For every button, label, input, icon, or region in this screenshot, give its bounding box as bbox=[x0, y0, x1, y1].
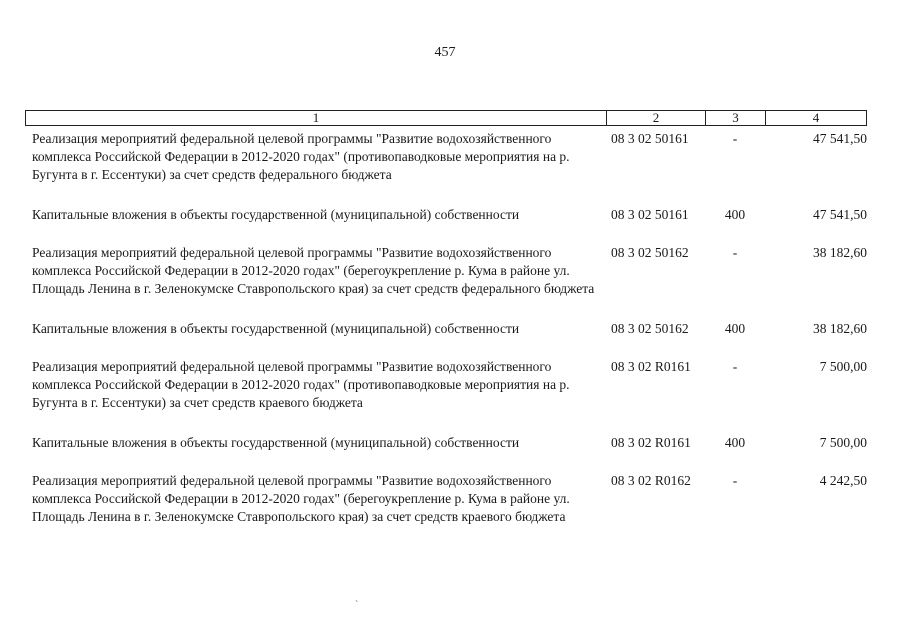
stray-mark: ` bbox=[355, 600, 359, 611]
row-description: Капитальные вложения в объекты государственной (муниципальной) собственности bbox=[32, 321, 520, 336]
row-type: - bbox=[732, 473, 738, 488]
row-amount: 7 500,00 bbox=[819, 359, 867, 374]
row-amount: 47 541,50 bbox=[813, 207, 867, 222]
column-header-table bbox=[25, 110, 867, 126]
row-code: 08 3 02 50162 bbox=[611, 245, 689, 260]
row-type: - bbox=[732, 245, 738, 260]
row-code: 08 3 02 R0162 bbox=[611, 473, 691, 488]
row-description: Капитальные вложения в объекты государственной (муниципальной) собственности bbox=[32, 207, 520, 222]
row-type: 400 bbox=[724, 207, 746, 222]
page-number: 457 bbox=[434, 45, 456, 60]
row-amount: 38 182,60 bbox=[813, 245, 867, 260]
row-description: Реализация мероприятий федеральной целевой программы "Развитие водохозяйственного комплекса Российской Федерации в 2012-2020 годах" (противопаводковые мероприятия на р. Бугунта в г. Ессентуки) за счет средств федерального бюджета bbox=[32, 131, 570, 182]
column-header-row bbox=[26, 111, 867, 126]
row-amount: 47 541,50 bbox=[813, 131, 867, 146]
column-header-4: 4 bbox=[766, 111, 867, 126]
row-description: Реализация мероприятий федеральной целевой программы "Развитие водохозяйственного комплекса Российской Федерации в 2012-2020 годах" (берегоукрепление р. Кума в районе ул. Площадь Ленина в г. Зеленокумске Ставропольского края) за счет средств федерального бюджета bbox=[32, 245, 595, 296]
column-header-3: 3 bbox=[706, 111, 766, 126]
row-amount: 4 242,50 bbox=[819, 473, 867, 488]
row-description: Капитальные вложения в объекты государственной (муниципальной) собственности bbox=[32, 435, 520, 450]
row-type: 400 bbox=[724, 435, 746, 450]
row-code: 08 3 02 50161 bbox=[611, 207, 689, 222]
row-amount: 38 182,60 bbox=[813, 321, 867, 336]
row-code: 08 3 02 R0161 bbox=[611, 359, 691, 374]
row-type: 400 bbox=[724, 321, 746, 336]
row-code: 08 3 02 R0161 bbox=[611, 435, 691, 450]
column-header-2: 2 bbox=[607, 111, 706, 126]
column-header-1: 1 bbox=[26, 111, 607, 126]
row-code: 08 3 02 50161 bbox=[611, 131, 689, 146]
row-amount: 7 500,00 bbox=[819, 435, 867, 450]
row-description: Реализация мероприятий федеральной целевой программы "Развитие водохозяйственного комплекса Российской Федерации в 2012-2020 годах" (берегоукрепление р. Кума в районе ул. Площадь Ленина в г. Зеленокумске Ставропольского края) за счет средств краевого бюджета bbox=[32, 473, 570, 524]
row-type: - bbox=[732, 131, 738, 146]
row-description: Реализация мероприятий федеральной целевой программы "Развитие водохозяйственного комплекса Российской Федерации в 2012-2020 годах" (противопаводковые мероприятия на р. Бугунта в г. Ессентуки) за счет средств краевого бюджета bbox=[32, 359, 570, 410]
row-code: 08 3 02 50162 bbox=[611, 321, 689, 336]
row-type: - bbox=[732, 359, 738, 374]
